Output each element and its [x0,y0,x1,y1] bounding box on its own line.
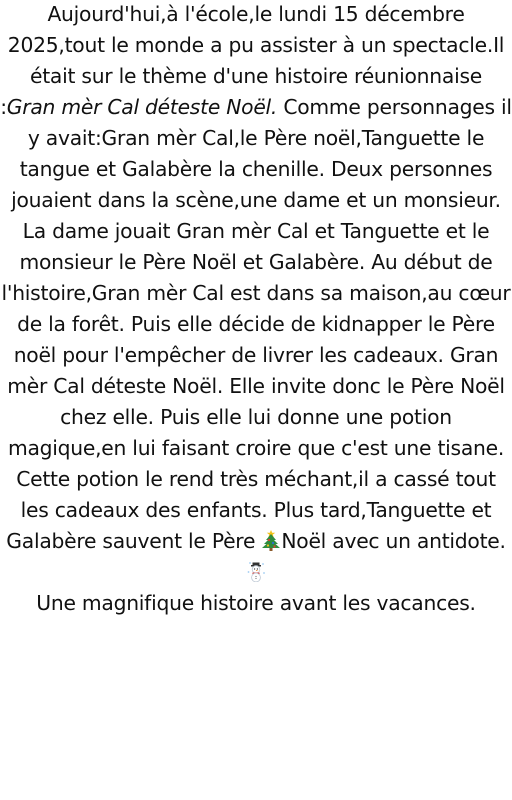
closing-line [0,588,512,619]
snowman-icon [246,560,266,582]
story-title: Gran mèr Cal déteste Noël. [6,95,278,119]
story-body: Comme personnages il y avait:Gran mèr Cal,le Père noël,Tanguette le tangue et Galabère la chenille. Deux personnes jouaient dans la scène,une dame et un monsieur. La dame jouait Gran mèr Cal et Tanguette et le monsieur le Père Noël et Galabère. Au début de l'histoire,Gran mèr Cal est dans sa maison,au cœur de la forêt. Puis elle décide de kidnapper le Père noël pour l'empêcher de livrer les cadeaux. Gran mèr Cal déteste Noël. Elle invite donc le Père Noël chez elle. Puis elle lui donne une potion magique,en lui faisant croire que c'est une tisane. Cette potion le rend très méchant,il a cassé tout les cadeaux des enfants. Plus tard,Tanguette et Galabère sauvent le Père [1,95,512,553]
closing-text: Une magnifique histoire avant les vacances. [36,591,476,615]
christmas-tree-icon [261,529,281,551]
story-intro: Aujourd'hui,à l'école,le lundi 15 décembre 2025,tout le monde a pu assister à un spectacle.Il était sur le thème d'une histoire réunionnaise : [0,2,505,119]
story-line-end: Noël avec un antidote. [281,529,506,553]
